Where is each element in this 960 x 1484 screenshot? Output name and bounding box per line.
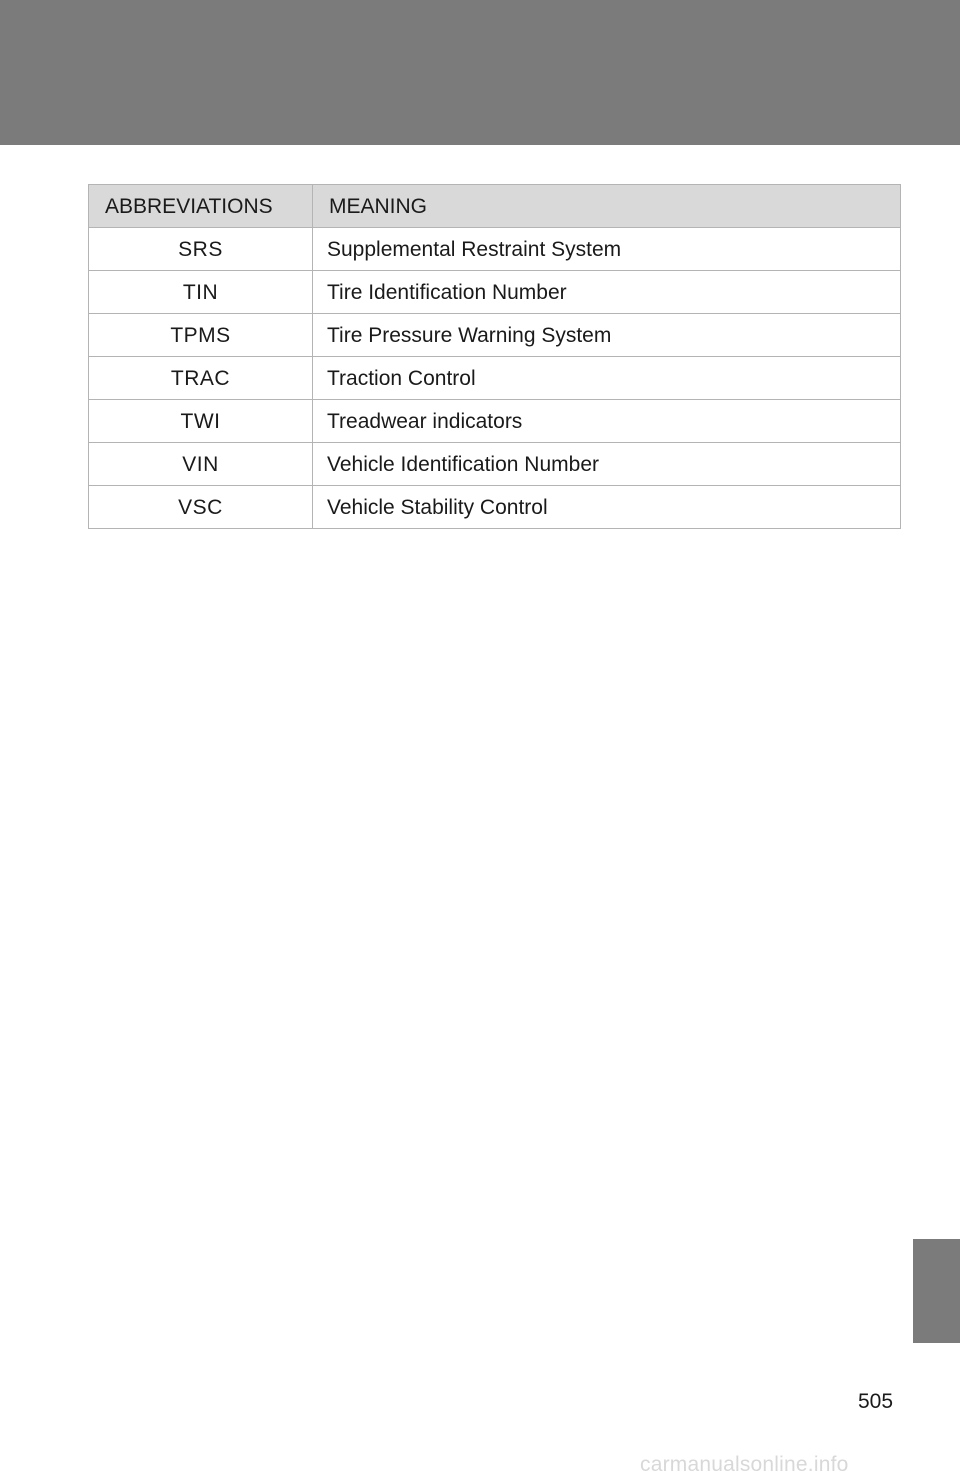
meaning-cell: Supplemental Restraint System <box>313 228 901 271</box>
meaning-cell: Vehicle Stability Control <box>313 486 901 529</box>
meaning-cell: Vehicle Identification Number <box>313 443 901 486</box>
header-meaning: MEANING <box>313 185 901 228</box>
meaning-cell: Treadwear indicators <box>313 400 901 443</box>
abbreviation-cell: VSC <box>89 486 313 529</box>
abbreviation-cell: TRAC <box>89 357 313 400</box>
table-row <box>89 400 901 443</box>
meaning-cell: Tire Identification Number <box>313 271 901 314</box>
section-tab <box>913 1239 960 1343</box>
table-header-row <box>89 185 901 228</box>
abbreviation-cell: TPMS <box>89 314 313 357</box>
watermark: carmanualsonline.info <box>640 1453 849 1476</box>
meaning-cell: Tire Pressure Warning System <box>313 314 901 357</box>
header-band <box>0 0 960 145</box>
header-abbreviations: ABBREVIATIONS <box>89 185 313 228</box>
page-number: 505 <box>858 1390 894 1413</box>
table-row <box>89 271 901 314</box>
abbreviations-table <box>88 184 901 529</box>
abbreviation-cell: VIN <box>89 443 313 486</box>
abbreviation-cell: TIN <box>89 271 313 314</box>
table-row <box>89 314 901 357</box>
abbreviation-cell: SRS <box>89 228 313 271</box>
table-row <box>89 486 901 529</box>
meaning-cell: Traction Control <box>313 357 901 400</box>
table-row <box>89 357 901 400</box>
table-row <box>89 443 901 486</box>
table-row <box>89 228 901 271</box>
abbreviation-cell: TWI <box>89 400 313 443</box>
